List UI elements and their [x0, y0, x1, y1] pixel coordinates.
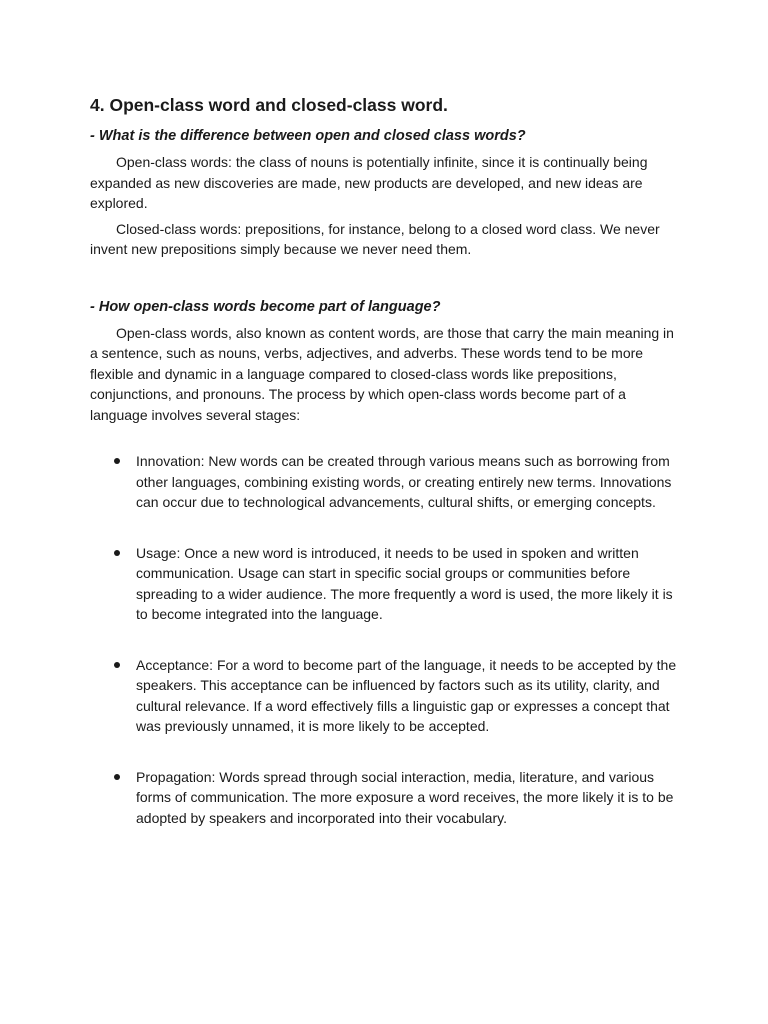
paragraph-closed-class: Closed-class words: prepositions, for instance, belong to a closed word class. We never invent new prepositions simply because we never need them.	[90, 220, 660, 257]
list-item-acceptance	[90, 655, 680, 737]
paragraph-content-words: Open-class words, also known as content words, are those that carry the main meaning in a sentence, such as nouns, verbs, adjectives, and adverbs. These words tend to be more flexible and dynamic in a language compared to closed-class words like prepositions, conjunctions, and pronouns. The process by which open-class words become part of a language involves several stages:	[90, 324, 674, 423]
section-heading: 4. Open-class word and closed-class word.	[90, 95, 448, 115]
list-item-text: Propagation: Words spread through social interaction, media, literature, and various forms of communication. The more exposure a word receives, the more likely it is to be adopted by speakers and incorporated into their vocabulary.	[136, 768, 674, 826]
document-page	[90, 94, 680, 858]
list-item-innovation	[90, 451, 680, 513]
paragraph-open-class: Open-class words: the class of nouns is potentially infinite, since it is continually being expanded as new discoveries are made, new products are developed, and new ideas are explored.	[90, 154, 648, 211]
question-become-part: - How open-class words become part of language?	[90, 298, 441, 315]
list-item-text: Acceptance: For a word to become part of the language, it needs to be accepted by the speakers. This acceptance can be influenced by factors such as its utility, clarity, and cultural relevance. If a word effectively fills a linguistic gap or expresses a concept that was previously unnamed, it is more likely to be accepted.	[136, 656, 677, 734]
list-item-propagation	[90, 767, 680, 829]
spacer	[90, 265, 680, 297]
list-item-text: Innovation: New words can be created through various means such as borrowing from other languages, combining existing words, or creating entirely new terms. Innovations can occur due to technological advancements, cultural shifts, or emerging concepts.	[136, 453, 672, 510]
bullet-icon	[114, 550, 120, 556]
list-item-usage	[90, 543, 680, 625]
list-item-text: Usage: Once a new word is introduced, it needs to be used in spoken and written communication. Usage can start in specific social groups or communities before spreading to a wider audience. The more frequently a word is used, the more likely it is to become integrated into the language.	[136, 544, 673, 622]
bullet-icon	[114, 774, 120, 780]
stages-list	[90, 451, 680, 828]
bullet-icon	[114, 662, 120, 668]
question-difference: - What is the difference between open and closed class words?	[90, 128, 526, 144]
bullet-icon	[114, 458, 120, 464]
